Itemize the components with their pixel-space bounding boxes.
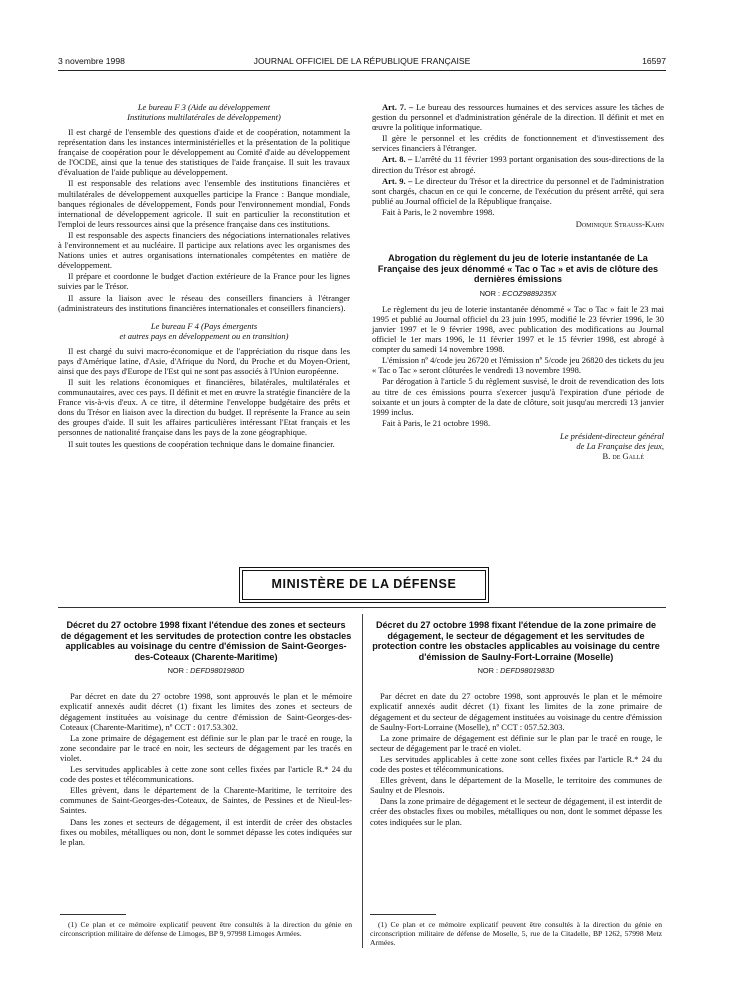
page-number: 16597 (642, 56, 666, 66)
footnote: (1) Ce plan et ce mémoire explicatif peuvent être consultés à la direction du génie en circonscription militaire de défense de Moselle, 5, rue de la Citadelle, BP 1262, 57998 Metz Armées. (370, 920, 662, 948)
article-8: Art. 8. – L'arrêté du 11 février 1993 portant organisation des sous-directions de la direction du Trésor est abrogé. (372, 154, 664, 175)
footnote-block (370, 914, 662, 948)
footnote-rule (370, 914, 436, 915)
header-date: 3 novembre 1998 (58, 56, 125, 66)
nor-reference: NOR : ECOZ9889235X (479, 288, 557, 298)
paragraph: Le règlement du jeu de loterie instantanée dénommé « Tac o Tac » fait le 23 mai 1995 et publié au Journal officiel du 23 juin 1995, modifié le 23 février 1996, le 30 janvier 1997 et le 9 février 1998, avec publication des modifications au Journal officiel le 1er mars 1996, le 11 février 1997 et le 15 février 1998, est abrogé à compter du samedi 14 novembre 1998. (372, 303, 664, 355)
paragraph: Il prépare et coordonne le budget d'action extérieure de la France pour les lignes suivies par le Trésor. (58, 271, 350, 292)
nor-reference: NOR : DEFD9801983D (477, 666, 555, 676)
right-column-bottom (370, 620, 662, 960)
signature-title-2: de La Française des jeux, (576, 440, 664, 451)
journal-title: JOURNAL OFFICIEL DE LA RÉPUBLIQUE FRANÇAISE (253, 56, 471, 66)
paragraph: Il suit toutes les questions de coopération technique dans le domaine financier. (68, 438, 335, 449)
paragraph: La zone primaire de dégagement est définie sur le plan par le tracé en rouge, le secteur de dégagement par le tracé en violet. (370, 732, 662, 753)
left-column-bottom (60, 620, 352, 960)
signature-name: B. de Gallé (602, 450, 644, 461)
footnote: (1) Ce plan et ce mémoire explicatif peuvent être consultés à la direction du génie en circonscription militaire de défense de Limoges, BP 9, 97998 Limoges Armées. (60, 920, 352, 939)
paragraph: Par décret en date du 27 octobre 1998, sont approuvés le plan et le mémoire explicatif annexés audit décret (1) fixant les limites de la zone primaire de dégagement et du secteur de dégagement instituées au voisinage du centre d'émission de Saulny-Fort-Lorraine (Moselle), nº CCT : 057.52.303. (370, 691, 662, 732)
signature-title-1: Le président-directeur général (559, 430, 664, 441)
paragraph: Par dérogation à l'article 5 du règlement susvisé, le droit de revendication des lots au titre de ces émissions pourra s'exercer jusqu'à l'expiration d'une période de soixante et un jours à compter de la date de clôture, soit jusqu'au mercredi 13 janvier 1999 inclus. (372, 376, 664, 417)
paragraph: L'émission nº 4/code jeu 26720 et l'émission nº 5/code jeu 26820 des tickets du jeu « Tac o Tac » seront clôturées le vendredi 13 novembre 1998. (372, 355, 664, 376)
subheading-bureau-f4: Le bureau F 4 (Pays émergents et autres pays en développement ou en transition) (119, 320, 289, 341)
column-divider (362, 614, 363, 948)
paragraph: Les servitudes applicables à cette zone sont celles fixées par l'article R.* 24 du code des postes et télécommunications. (370, 753, 662, 775)
paragraph: Il est responsable des aspects financiers des négociations internationales relatives à l'environnement et au nucléaire. Il participe aux relations avec les organismes des Nations unies et autres organisations internationales compétentes en matière de développement. (58, 229, 350, 271)
fait-a-paris: Fait à Paris, le 2 novembre 1998. (382, 206, 495, 217)
fait-a-paris: Fait à Paris, le 21 octobre 1998. (382, 417, 491, 428)
left-column-top (58, 102, 350, 450)
footnote-rule (60, 914, 126, 915)
footnote-block (60, 914, 352, 938)
article-7: Art. 7. – Le bureau des ressources humaines et des services assure les tâches de gestion du personnel et d'administration générale de la direction. Il définit et met en œuvre la politique informatique. (372, 102, 665, 133)
paragraph: Elles grèvent, dans le département de la Moselle, le territoire des communes de Saulny et de Plesnois. (370, 775, 662, 796)
abrogation-title: Abrogation du règlement du jeu de loterie instantanée de La Française des jeux dénommé « Tac o Tac » et avis de clôture des dernières émissions (377, 253, 659, 285)
paragraph: Il gère le personnel et les crédits de fonctionnement et d'investissement des services financiers à l'étranger. (372, 133, 664, 154)
section-rule (58, 607, 666, 608)
paragraph: La zone primaire de dégagement est définie sur le plan par le tracé en rouge, la zone secondaire par le tracé en noir, les secteurs de dégagement par les tracés en violet. (60, 732, 352, 763)
decree-title-saint-georges: Décret du 27 octobre 1998 fixant l'étendue des zones et secteurs de dégagement et les servitudes de protection contre les obstacles applicables au voisinage du centre d'émission de Saint-Georges-des-Coteaux (Charente-Maritime) (60, 620, 352, 662)
paragraph: Elles grèvent, dans le département de la Charente-Maritime, le territoire des communes de Saint-Georges-des-Coteaux, de Saintes, de Pessines et de Nieul-les-Saintes. (60, 785, 352, 816)
subheading-bureau-f3: Le bureau F 3 (Aide au développement Institutions multilatérales de développement) (127, 102, 281, 122)
page-header (58, 56, 666, 70)
signature-minister: Dominique Strauss-Kahn (575, 219, 664, 230)
ministry-heading: MINISTÈRE DE LA DÉFENSE (242, 570, 486, 600)
paragraph: Il est chargé de l'ensemble des questions d'aide et de coopération, notamment la représentation dans les instances interministérielles et la présentation de la politique française de coopération pour le développement au Comité d'aide au développement de l'OCDE, ainsi que la tenue des statistiques de l'aide française. Il suit les travaux d'évaluation de l'aide publique au développement. (58, 127, 350, 178)
paragraph: Il assure la liaison avec le réseau des conseillers financiers à l'étranger (administrateurs des institutions financières internationales et conseillers financiers). (58, 292, 350, 313)
paragraph: Les servitudes applicables à cette zone sont celles fixées par l'article R.* 24 du code des postes et télécommunications. (60, 764, 352, 785)
paragraph: Dans la zone primaire de dégagement et le secteur de dégagement, il est interdit de créer des obstacles fixes ou mobiles, métalliques ou non, dont le sommet dépasse les cotes indiquées sur le plan. (370, 796, 662, 827)
nor-reference: NOR : DEFD9801980D (167, 666, 245, 676)
decree-title-saulny: Décret du 27 octobre 1998 fixant l'étendue de la zone primaire de dégagement, le secteur de dégagement et les servitudes de protection contre les obstacles applicables au voisinage du centre d'émission de Saulny-Fort-Lorraine (Moselle) (372, 620, 660, 662)
paragraph: Il est responsable des relations avec l'ensemble des institutions financières et multilatérales de développement auxquelles participe la France : Banque mondiale, banques régionales de développement, Fonds pour l'environnement mondial, Fonds international de développement agricole. Il suit en particulier la reconstitution et l'emploi de leurs ressources ainsi que la présence française dans ces institutions. (58, 178, 350, 229)
right-column-top (372, 102, 664, 461)
paragraph: Il est chargé du suivi macro-économique et de l'appréciation du risque dans les pays d'Amérique latine, d'Asie, d'Afrique du Nord, du Proche et du Moyen-Orient, ainsi que des pays d'Europe de l'Est qui ne sont pas associés à l'Union européenne. (58, 345, 350, 376)
paragraph: Par décret en date du 27 octobre 1998, sont approuvés le plan et le mémoire explicatif annexés audit décret (1) fixant les limites des zones et secteurs de dégagement instituées au voisinage du centre d'émission de Saint-Georges-des-Coteaux (Charente-Maritime), nº CCT : 017.53.302. (60, 691, 352, 732)
paragraph: Dans les zones et secteurs de dégagement, il est interdit de créer des obstacles fixes ou mobiles, métalliques ou non, dont le sommet dépasse les cotes indiquées sur le plan. (60, 816, 352, 847)
paragraph: Il suit les relations économiques et financières, bilatérales, multilatérales et communautaires, avec ces pays. Il définit et met en œuvre la stratégie financière de la France vis-à-vis d'eux. A ce titre, il détermine l'enveloppe budgétaire des prêts et dons du Trésor en liaison avec la direction du budget. Il représente la France au sein des groupes d'aide. Il suit les affaires particulières intéressant l'Etat français et les personnes de nationalité française dans les pays de la zone géographique. (58, 376, 350, 438)
article-9: Art. 9. – Le directeur du Trésor et la directrice du personnel et de l'administration sont chargés, chacun en ce qui le concerne, de l'exécution du présent arrêté, qui sera publié au Journal officiel de la République française. (372, 175, 664, 206)
header-rule (58, 70, 666, 71)
